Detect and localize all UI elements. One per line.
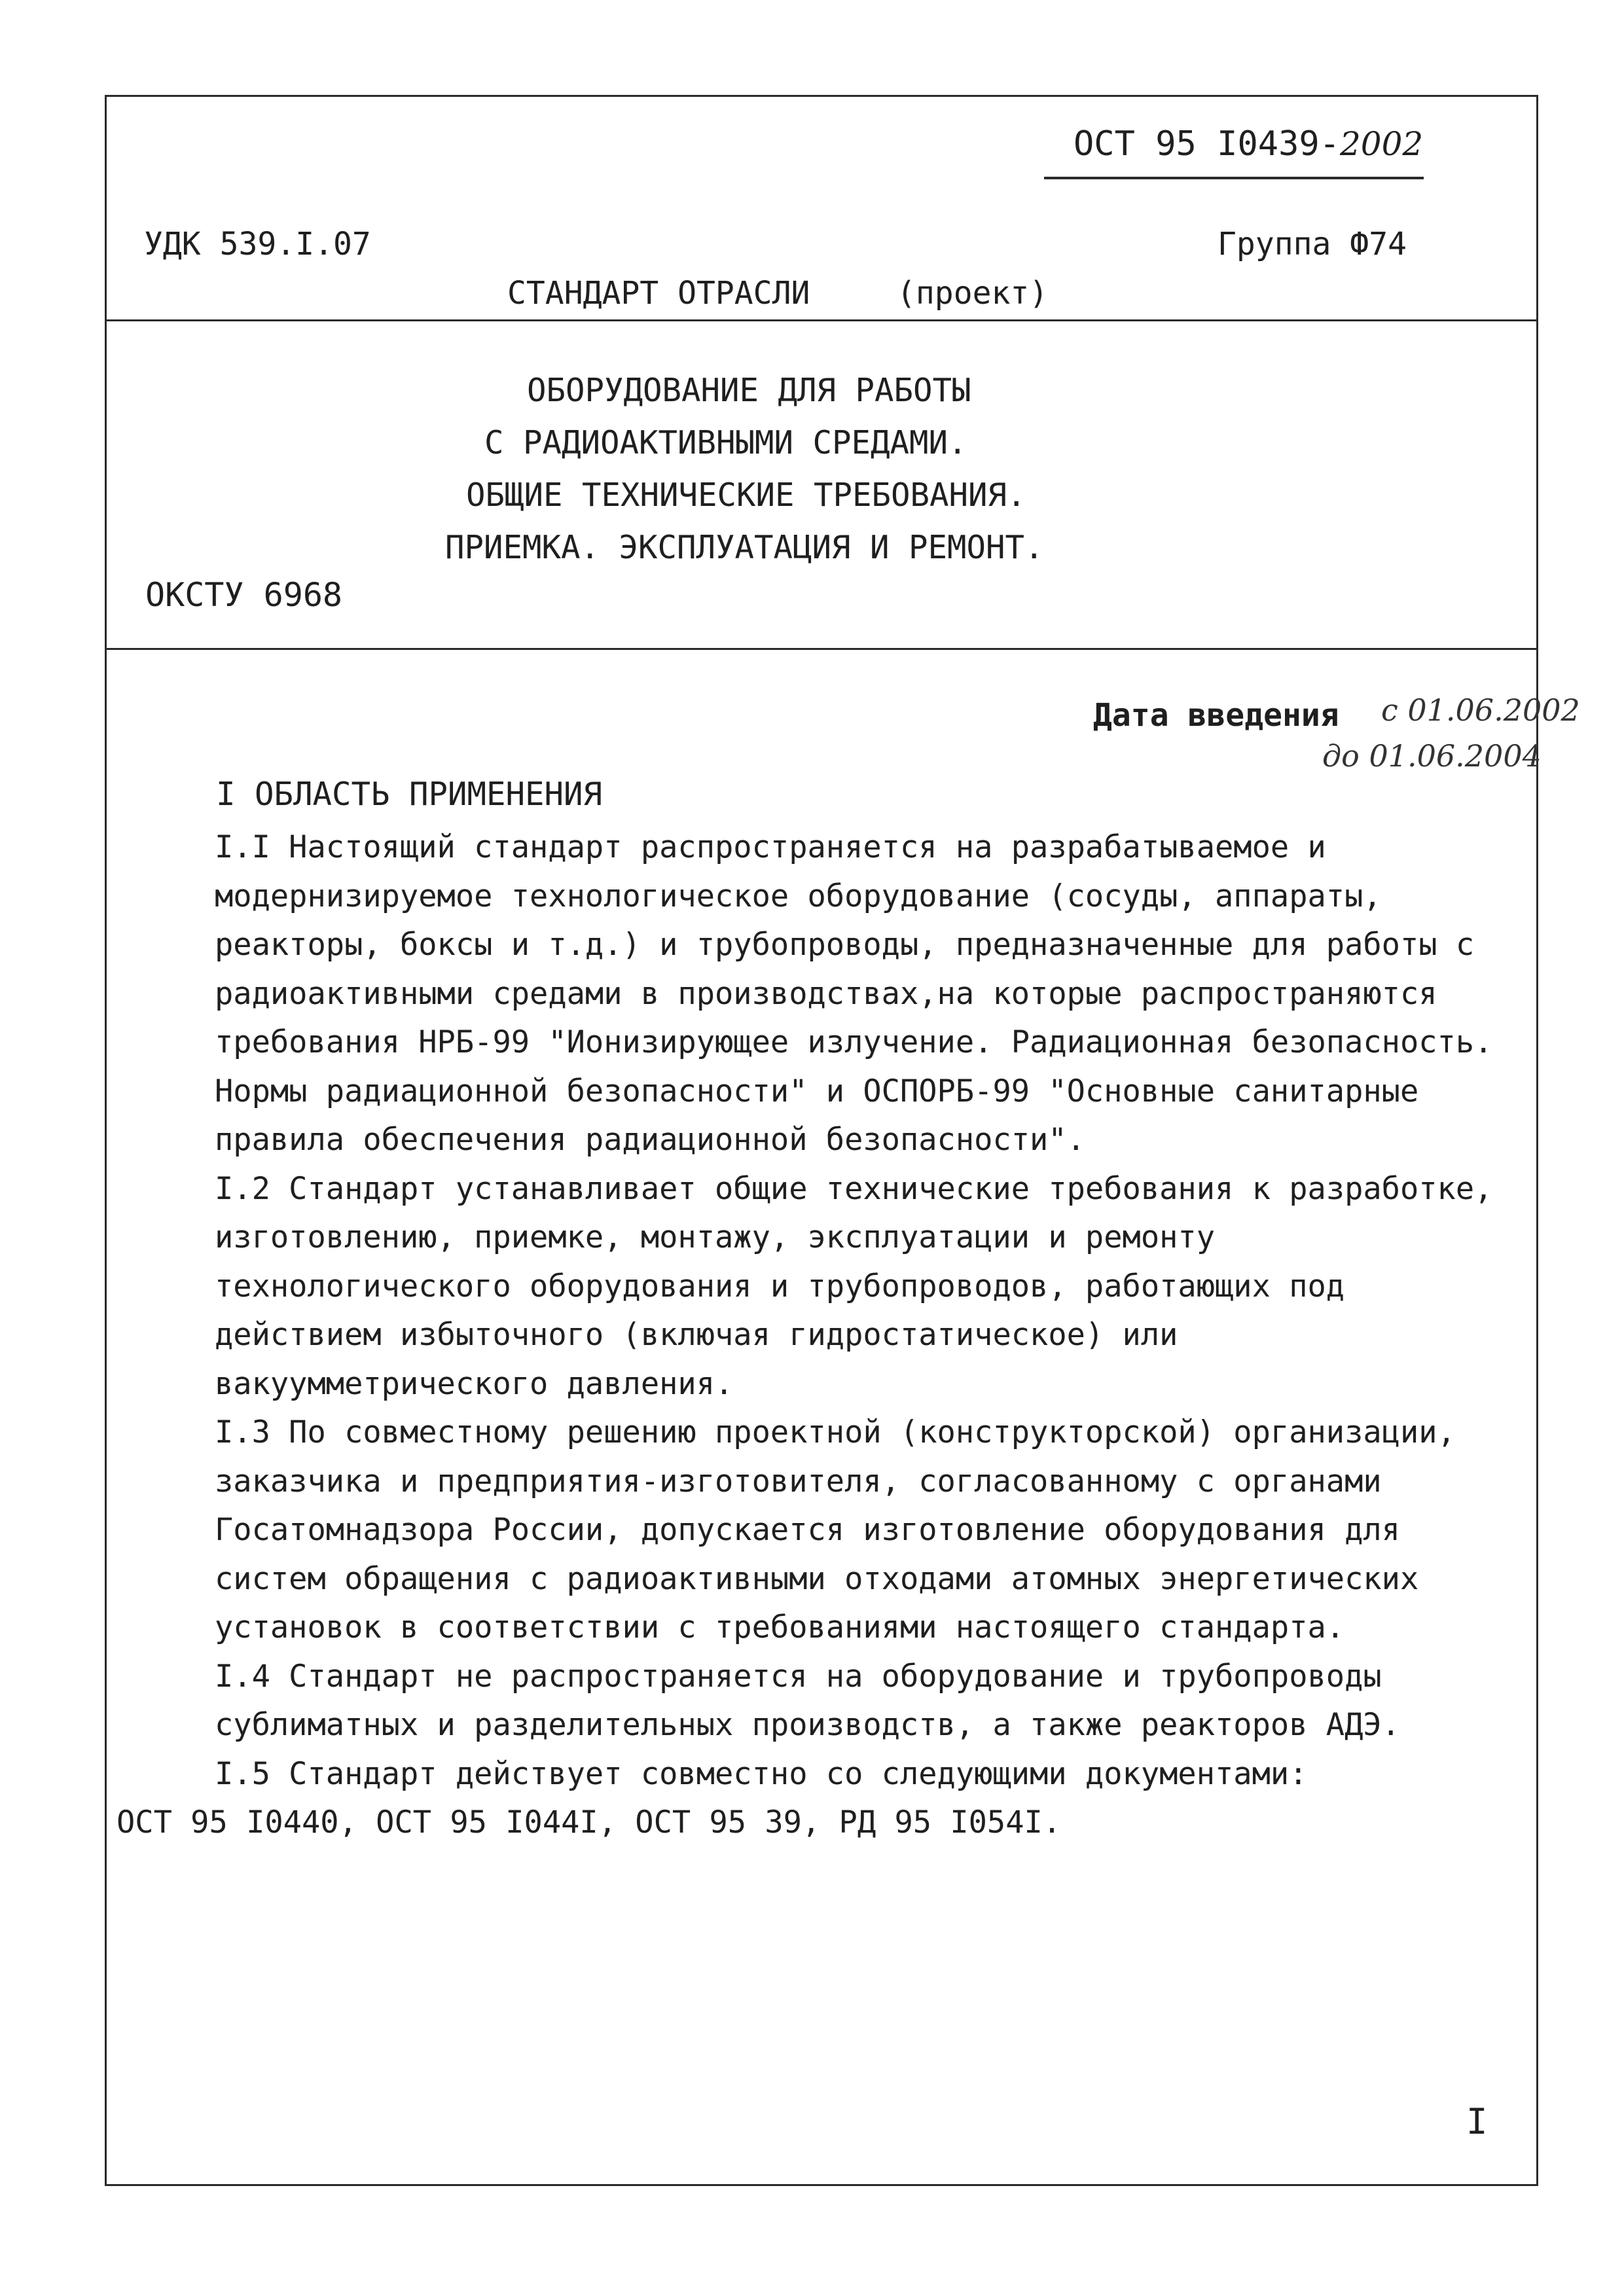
group-code: Группа Ф74	[1218, 226, 1407, 262]
date-from-handwritten: с 01.06.2002	[1381, 692, 1580, 728]
date-label: Дата введения	[1093, 697, 1339, 734]
paragraph-1-4: I.4 Стандарт не распространяется на оборудование и трубопроводы сублиматных и разделительных производств, а также реакторов АДЭ.	[215, 1658, 1400, 1743]
paragraph-1-5: I.5 Стандарт действует совместно со следующими документами:	[215, 1755, 1308, 1792]
title-line-1: ОБОРУДОВАНИЕ ДЛЯ РАБОТЫ	[527, 372, 971, 409]
section-heading: I ОБЛАСТЬ ПРИМЕНЕНИЯ	[216, 776, 603, 813]
title-divider	[107, 648, 1536, 650]
paragraph-1-1: I.I Настоящий стандарт распространяется на разрабатываемое и модернизируемое технологическое оборудование (сосуды, аппараты, реакторы, боксы и т.д.) и трубопроводы, предназначенные для работы с радиоактивными средами в производствах,на которые распространяются требования НРБ-99 "Ионизирующее излучение. Радиационная безопасность. Нормы радиационной безопасности" и ОСПОРБ-99 "Основные санитарные правила обеспечения радиационной безопасности".	[215, 829, 1493, 1158]
title-line-2: С РАДИОАКТИВНЫМИ СРЕДАМИ.	[484, 424, 967, 461]
header-divider	[107, 319, 1536, 321]
document-number	[1074, 124, 1423, 164]
referenced-documents: ОСТ 95 I0440, ОСТ 95 I044I, ОСТ 95 39, РД 95 I054I.	[117, 1804, 1062, 1840]
title-line-3: ОБЩИЕ ТЕХНИЧЕСКИЕ ТРЕБОВАНИЯ.	[466, 476, 1026, 514]
standard-note: (проект)	[897, 275, 1049, 312]
standard-title: СТАНДАРТ ОТРАСЛИ	[507, 275, 810, 312]
document-number-code: ОСТ 95 I0439-	[1074, 124, 1340, 164]
title-line-4: ПРИЕМКА. ЭКСПЛУАТАЦИЯ И РЕМОНТ.	[445, 529, 1044, 566]
document-number-underline	[1044, 177, 1424, 179]
okstu-code: ОКСТУ 6968	[145, 576, 343, 614]
page-number: I	[1466, 2101, 1488, 2142]
paragraph-1-2: I.2 Стандарт устанавливает общие технические требования к разработке, изготовлению, приемке, монтажу, эксплуатации и ремонту технологического оборудования и трубопроводов, работающих под действием избыточного (включая гидростатическое) или вакуумметрического давления.	[215, 1170, 1493, 1402]
paragraph-1-3: I.3 По совместному решению проектной (конструкторской) организации, заказчика и предприятия-изготовителя, согласованному с органами Госатомнадзора России, допускается изготовление оборудования для систем обращения с радиоактивными отходами атомных энергетических установок в соответствии с требованиями настоящего стандарта.	[215, 1414, 1456, 1645]
section-body	[117, 823, 1524, 1848]
document-year-handwritten: 2002	[1340, 125, 1424, 163]
udk-code: УДК 539.I.07	[144, 226, 371, 262]
date-to-handwritten: до 01.06.2004	[1322, 738, 1542, 774]
